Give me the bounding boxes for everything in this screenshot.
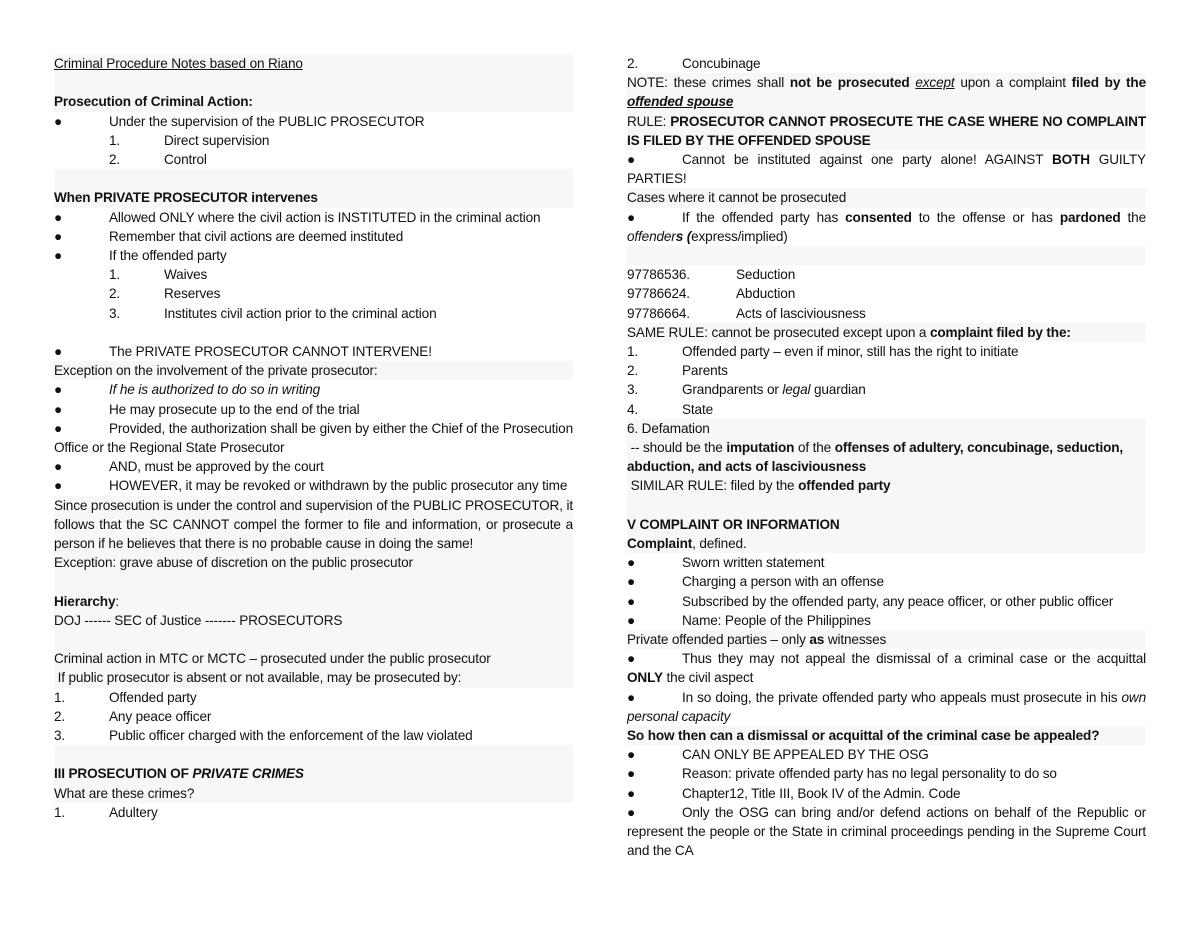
numbered-item: 4. State: [627, 401, 713, 417]
numbered-item: 3. Grandparents or legal guardian: [627, 382, 866, 398]
bullet-item: ● Sworn written statement: [627, 555, 825, 571]
paragraph: Criminal action in MTC or MCTC – prosecuted under the public prosecutor: [54, 649, 573, 668]
bullet-item: ● HOWEVER, it may be revoked or withdrawn by the public prosecutor any time: [54, 478, 568, 494]
numbered-item: 97786624. Abduction: [627, 286, 796, 302]
numbered-item: 3. Public officer charged with the enforcement of the law violated: [54, 728, 473, 744]
numbered-item: 1. Adultery: [54, 804, 158, 820]
bullet-item: ● Cannot be instituted against one party alone! AGAINST BOTH GUILTY PARTIES!: [627, 152, 1146, 187]
numbered-item: 2. Control: [109, 152, 207, 167]
paragraph: SAME RULE: cannot be prosecuted except upon a complaint filed by the:: [627, 323, 1146, 342]
numbered-item: 2. Any peace officer: [54, 708, 212, 724]
bullet-item: ● Name: People of the Philippines: [627, 612, 871, 628]
bullet-item: ● In so doing, the private offended party who appeals must prosecute in his own personal capacity: [627, 689, 1146, 724]
bullet-item: ● Thus they may not appeal the dismissal of a criminal case or the acquittal ONLY the civil aspect: [627, 651, 1146, 686]
section-heading: Prosecution of Criminal Action:: [54, 92, 573, 111]
paragraph: Private offended parties – only as witnesses: [627, 630, 1146, 649]
numbered-item: 2. Reserves: [109, 286, 221, 302]
bullet-item: ● Reason: private offended party has no legal personality to do so: [627, 766, 1057, 782]
left-column: [54, 54, 573, 822]
right-column: [627, 54, 1146, 861]
numbered-item: 1. Offended party – even if minor, still has the right to initiate: [627, 344, 1019, 360]
numbered-item: 1. Direct supervision: [109, 132, 270, 148]
numbered-item: 3. Institutes civil action prior to the criminal action: [109, 305, 437, 321]
bullet-item: ● CAN ONLY BE APPEALED BY THE OSG: [627, 747, 929, 763]
bullet-item: ● Allowed ONLY where the civil action is INSTITUTED in the criminal action: [54, 209, 541, 225]
bullet-item: ● If he is authorized to do so in writing: [54, 382, 321, 398]
section-heading: III PROSECUTION OF PRIVATE CRIMES: [54, 764, 573, 783]
paragraph: Complaint, defined.: [627, 534, 1146, 553]
section-heading: Hierarchy:: [54, 592, 573, 611]
paragraph: DOJ ------ SEC of Justice ------- PROSECUTORS: [54, 611, 573, 630]
bullet-item: ● The PRIVATE PROSECUTOR CANNOT INTERVENE!: [54, 344, 432, 359]
bullet-item: ● Under the supervision of the PUBLIC PROSECUTOR: [54, 113, 425, 129]
bullet-item: ● If the offended party has consented to the offense or has pardoned the offenders (express/implied): [627, 209, 1146, 244]
document-title: Criminal Procedure Notes based on Riano: [54, 54, 573, 73]
bullet-item: ● Chapter12, Title III, Book IV of the Admin. Code: [627, 785, 961, 801]
bullet-item: ● Provided, the authorization shall be given by either the Chief of the Prosecution Office or the Regional State Prosecutor: [54, 420, 573, 456]
numbered-item: 1. Offended party: [54, 689, 197, 705]
paragraph: Cases where it cannot be prosecuted: [627, 188, 1146, 207]
paragraph: Since prosecution is under the control and supervision of the PUBLIC PROSECUTOR, it follows that the SC CANNOT compel the former to file and information, or prosecute a person if he believes that there is no probable cause in doing the same!: [54, 496, 573, 554]
bullet-item: ● AND, must be approved by the court: [54, 459, 324, 475]
section-heading: So how then can a dismissal or acquittal of the criminal case be appealed?: [627, 726, 1146, 745]
numbered-item: 97786664. Acts of lasciviousness: [627, 305, 866, 321]
paragraph: RULE: PROSECUTOR CANNOT PROSECUTE THE CASE WHERE NO COMPLAINT IS FILED BY THE OFFENDED SPOUSE: [627, 112, 1146, 150]
paragraph: If public prosecutor is absent or not available, may be prosecuted by:: [54, 668, 573, 687]
bullet-item: ● If the offended party: [54, 248, 227, 263]
paragraph: -- should be the imputation of the offenses of adultery, concubinage, seduction, abduction, and acts of lasciviousness: [627, 438, 1146, 476]
numbered-item: 97786536. Seduction: [627, 267, 796, 283]
numbered-item: 1. Waives: [109, 267, 208, 283]
bullet-item: ● Subscribed by the offended party, any peace officer, or other public officer: [627, 593, 1114, 609]
bullet-item: ● He may prosecute up to the end of the trial: [54, 401, 360, 417]
bullet-item: ● Charging a person with an offense: [627, 574, 884, 590]
paragraph: SIMILAR RULE: filed by the offended party: [627, 476, 1146, 495]
paragraph: Exception: grave abuse of discretion on the public prosecutor: [54, 553, 573, 572]
section-heading: V COMPLAINT OR INFORMATION: [627, 515, 1146, 534]
paragraph: Exception on the involvement of the private prosecutor:: [54, 361, 573, 380]
section-heading: When PRIVATE PROSECUTOR intervenes: [54, 188, 573, 207]
paragraph: What are these crimes?: [54, 784, 573, 803]
paragraph: NOTE: these crimes shall not be prosecuted except upon a complaint filed by the offended spouse: [627, 73, 1146, 111]
bullet-item: ● Only the OSG can bring and/or defend actions on behalf of the Republic or represent the people or the State in criminal proceedings pending in the Supreme Court and the CA: [627, 804, 1146, 859]
numbered-item: 2. Parents: [627, 363, 728, 379]
numbered-item: 2. Concubinage: [627, 56, 761, 71]
paragraph: 6. Defamation: [627, 419, 1146, 438]
bullet-item: ● Remember that civil actions are deemed instituted: [54, 228, 404, 244]
